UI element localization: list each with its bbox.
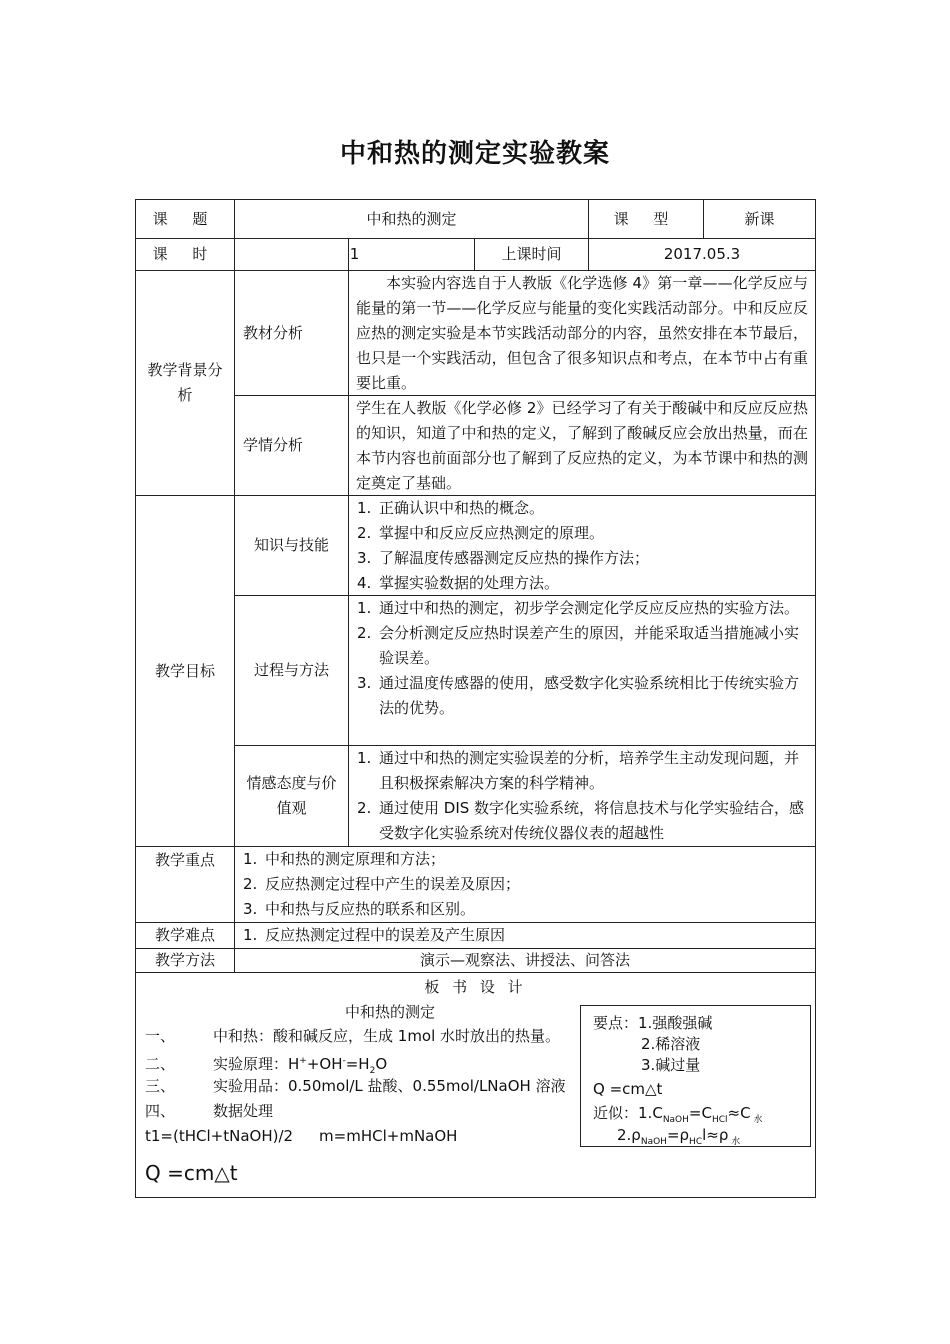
list-item: 2. 掌握中和反应反应热测定的原理。 [357, 524, 605, 542]
formula-t: t1=(tHCl+tNaOH)/2 [145, 1127, 294, 1145]
list-item: 3. 了解温度传感器测定反应热的操作方法； [357, 549, 650, 567]
methods-label: 教学方法 [154, 951, 215, 969]
list-item: 2. 会分析测定反应热时误差产生的原因，并能采取适当措施减小实验误差。 [357, 624, 800, 667]
date-label: 上课时间 [501, 245, 562, 263]
board-subtitle: 中和热的测定 [345, 1003, 436, 1021]
attitude-list [349, 746, 809, 846]
list-item: 2. 通过使用 DIS 数字化实验系统，将信息技术与化学实验结合，感受数字化实验系统对传统仪器仪表的超越性 [357, 799, 805, 842]
process-label: 过程与方法 [253, 661, 329, 679]
board-formula-line [145, 1124, 457, 1148]
formula-q: Q =cm△t [145, 1161, 238, 1185]
list-item: 1. 通过中和热的测定实验误差的分析，培养学生主动发现问题，并且积极探索解决方案的科学精神。 [357, 749, 800, 792]
formula-m: m=mHCl+mNaOH [319, 1127, 458, 1145]
board-line-3: 三、 实验用品：0.50mol/L 盐酸、0.55mol/LNaOH 溶液 [145, 1077, 566, 1095]
hours-label: 课 时 [152, 245, 218, 263]
list-item: 1. 通过中和热的测定，初步学会测定化学反应反应热的实验方法。 [357, 599, 800, 617]
textbook-text: 本实验内容选自于人教版《化学选修 4》第一章——化学反应与能量的第一节——化学反应与能量的变化实践活动部分。中和反应反应热的测定实验是本节实践活动部分的内容，虽然安排在本节最后，也只是一个实践活动，但包含了很多知识点和考点，在本节中占有重要比重。 [356, 274, 808, 392]
list-item: 3. 通过温度传感器的使用，感受数字化实验系统相比于传统实验方法的优势。 [357, 674, 800, 717]
board-line-2: 二、 实验原理：$H^++OH^-=H_2O$ [145, 1055, 388, 1076]
box-point-2: 2.稀溶液 [641, 1035, 701, 1053]
list-item: 1. 中和热的测定原理和方法； [243, 850, 446, 868]
type-value: 新课 [744, 209, 775, 228]
date-value: 2017.05.3 [663, 245, 741, 263]
knowledge-label: 知识与技能 [253, 536, 329, 554]
topic-label: 课 题 [152, 209, 218, 228]
hours-value: 1 [349, 245, 360, 263]
box-formula: Q =cm△t [593, 1080, 663, 1098]
background-label: 教学背景分析 [147, 361, 223, 404]
methods-value: 演示—观察法、讲授法、问答法 [419, 951, 630, 969]
topic-value: 中和热的测定 [366, 209, 457, 228]
board-heading: 板 书 设 计 [424, 977, 527, 996]
list-item: 2. 反应热测定过程中产生的误差及原因； [243, 875, 521, 893]
box-points-line-1: 要点：1.强酸强碱 [593, 1014, 713, 1032]
page-title: 中和热的测定实验教案 [339, 139, 610, 169]
textbook-label: 教材分析 [243, 323, 304, 342]
attitude-label: 情感态度与价值观 [246, 774, 337, 817]
board-line-4: 四、 数据处理 [145, 1102, 274, 1120]
goals-label: 教学目标 [154, 661, 215, 680]
list-item: 4. 掌握实验数据的处理方法。 [357, 574, 560, 592]
type-label: 课 型 [613, 209, 679, 228]
knowledge-list [349, 496, 809, 596]
list-item: 1. 反应热测定过程中的误差及产生原因 [243, 926, 506, 944]
box-point-3: 3.碱过量 [641, 1056, 701, 1074]
difficulties-list [235, 923, 810, 948]
difficulties-label: 教学难点 [154, 926, 215, 944]
process-list [349, 596, 809, 721]
list-item: 3. 中和热与反应热的联系和区别。 [243, 900, 476, 918]
board-line-1: 一、 中和热：酸和碱反应，生成 1mol 水时放出的热量。 [145, 1027, 561, 1045]
students-text: 学生在人教版《化学必修 2》已经学习了有关于酸碱中和反应反应热的知识，知道了中和热的定义，了解到了酸碱反应会放出热量，而在本节内容也前面部分也了解到了反应热的定义，为本节课中和热的测定奠定了基础。 [356, 399, 808, 492]
key-points-label: 教学重点 [154, 850, 215, 869]
list-item: 1. 正确认识中和热的概念。 [357, 499, 545, 517]
key-points-list [235, 847, 810, 922]
key-points-box [580, 1005, 811, 1147]
box-approx-1: 近似：$1.C_{NaOH}=C_{HCl}\approx C$ $_水$ [593, 1104, 763, 1125]
students-label: 学情分析 [243, 436, 304, 454]
box-approx-2: $2.\rho_{NaOH}=\rho_{HC}l\approx\rho$ $_水$ [617, 1126, 741, 1147]
